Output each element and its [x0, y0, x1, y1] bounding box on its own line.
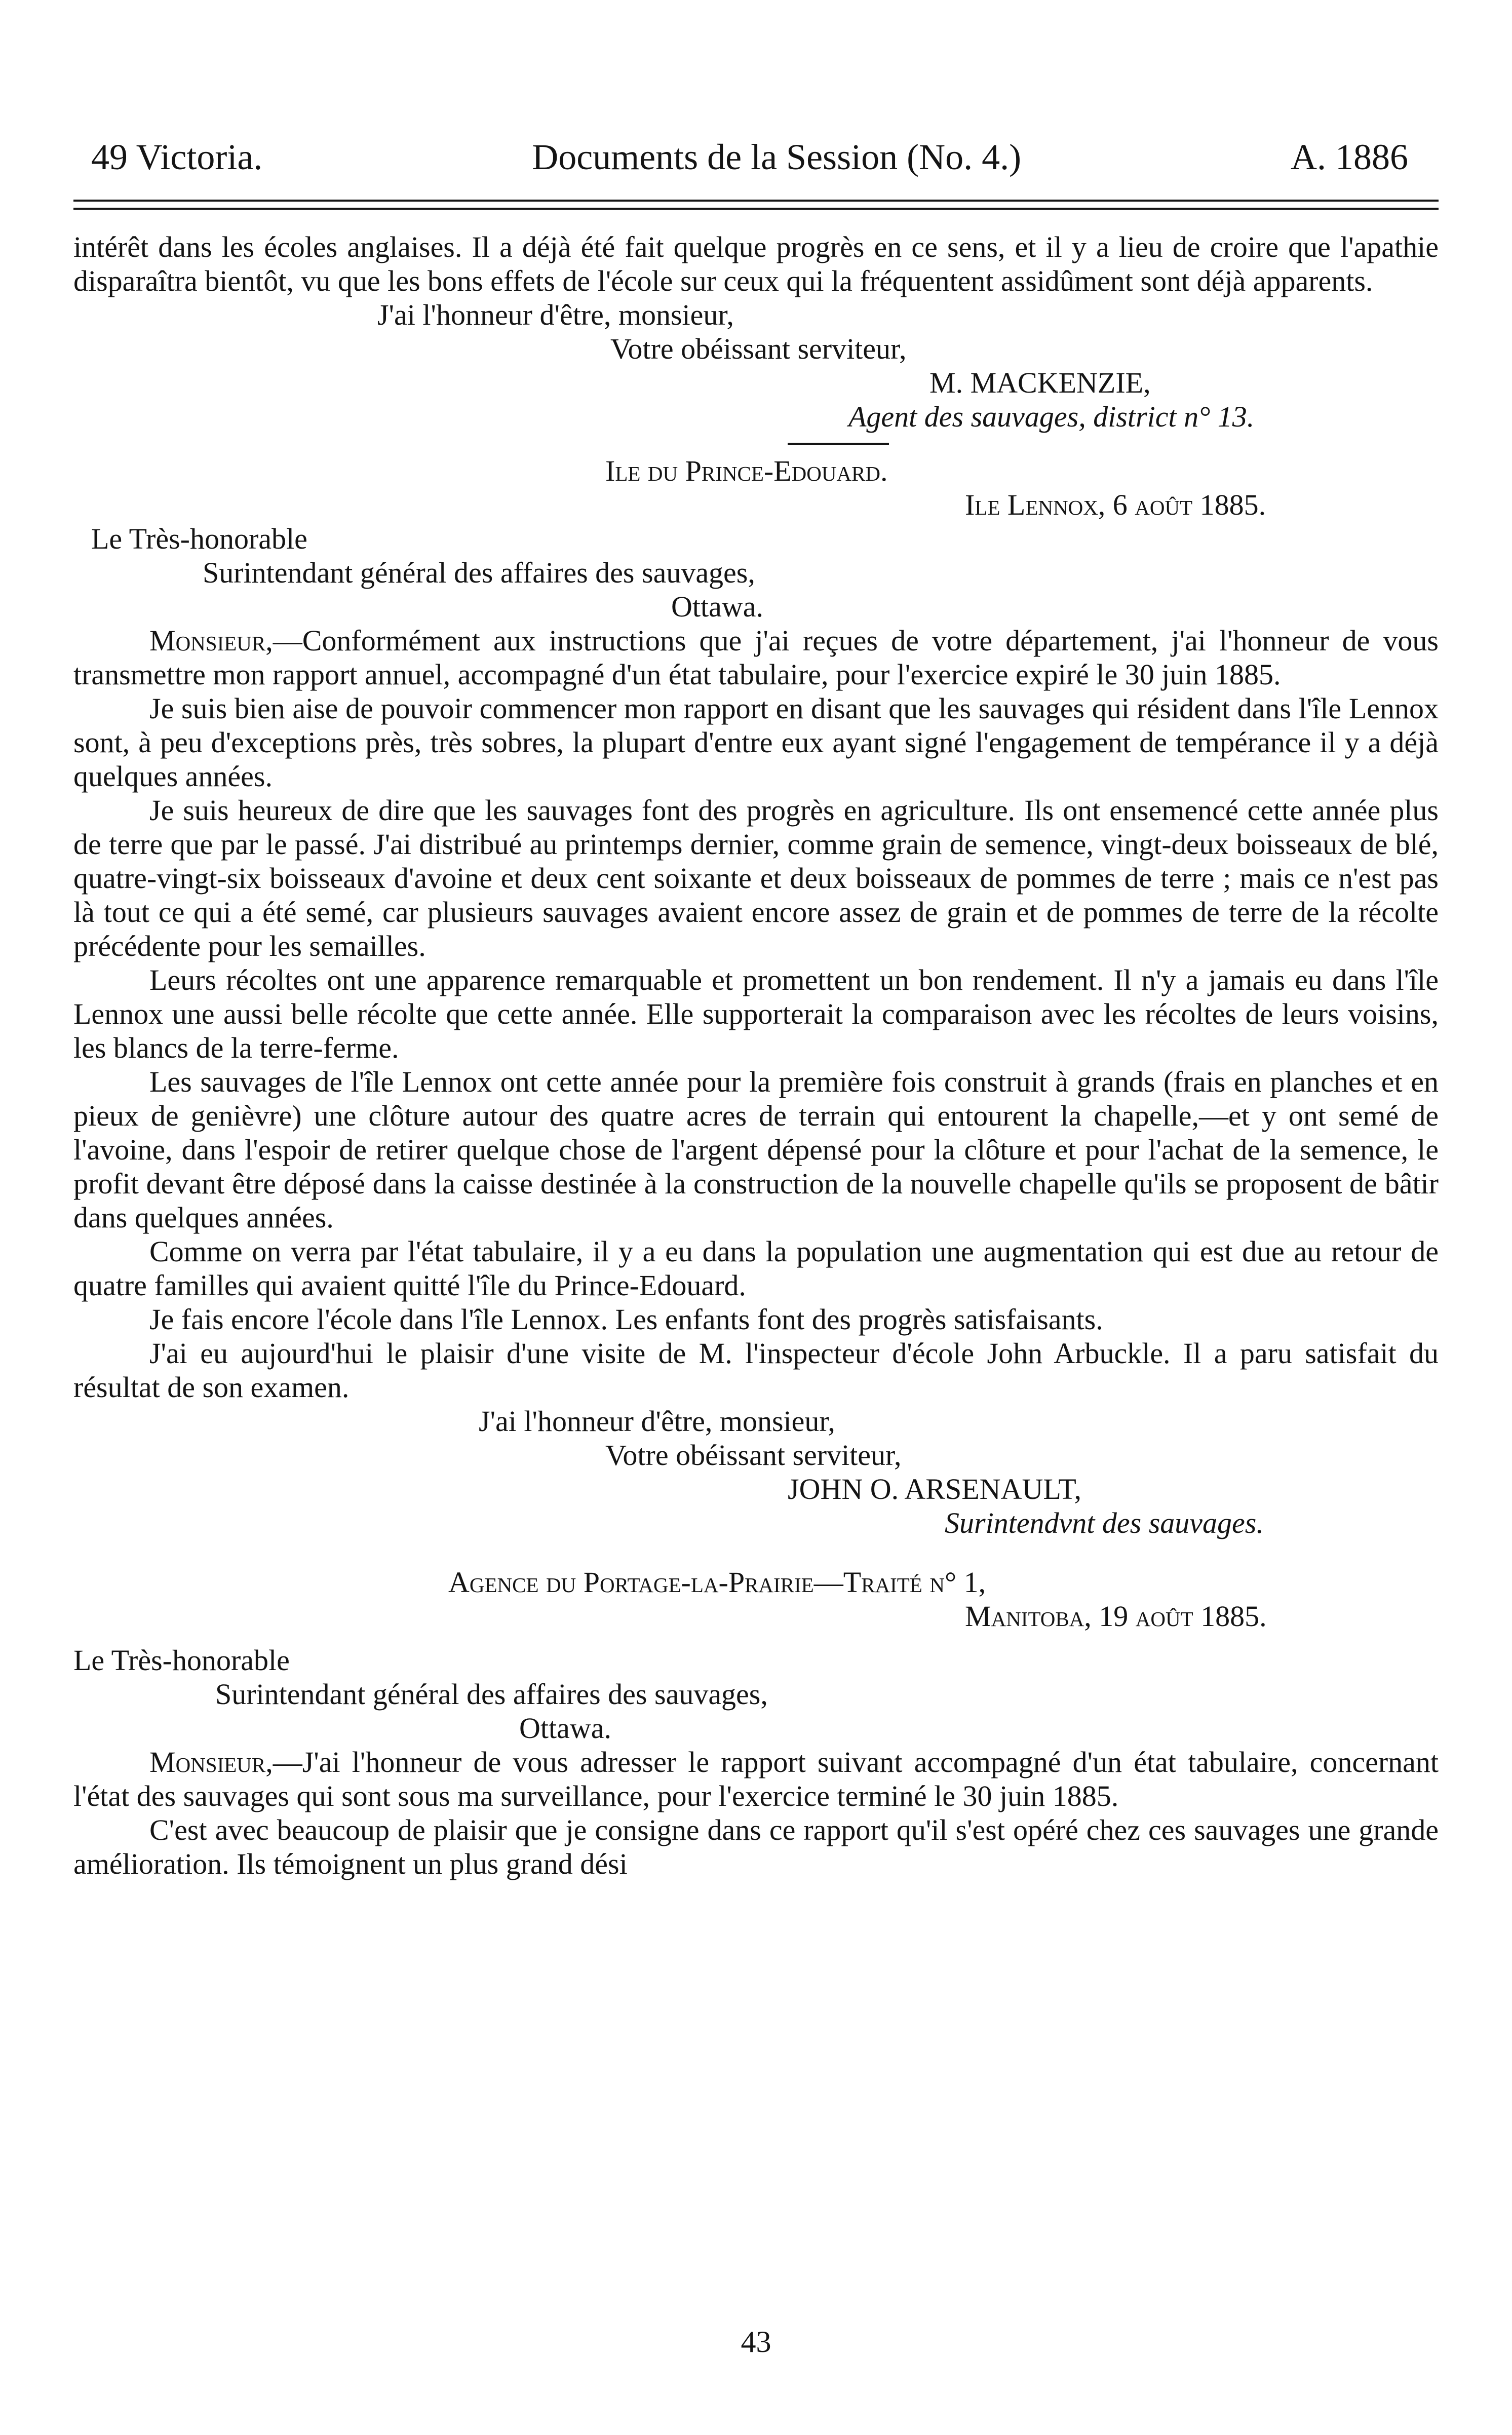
letter3-addressee1: Le Très-honorable [73, 1644, 290, 1677]
letter2-paragraph-1 [73, 624, 1439, 691]
letter2-addressee1: Le Très-honorable [91, 522, 307, 555]
letter3-addressee3: Ottawa. [519, 1712, 611, 1745]
letter3-paragraph-1-text: —J'ai l'honneur de vous adresser le rapport suivant accompagné d'un état tabulaire, concernant l'état des sauvages qui sont sous ma surveillance, pour l'exercice terminé le 30 juin 1885. [73, 1746, 1439, 1812]
letter2-paragraph-7: Je fais encore l'école dans l'île Lennox. Les enfants font des progrès satisfaisants. [149, 1303, 1103, 1336]
letter1-paragraph: intérêt dans les écoles anglaises. Il a déjà été fait quelque progrès en ce sens, et il y a lieu de croire que l'apathie disparaîtra bientôt, vu que les bons effets de l'école sur ceux qui la fréquentent assidûment sont déjà apparents. [73, 230, 1439, 297]
letter1-closing2: Votre obéissant serviteur, [610, 332, 907, 365]
header-rule [73, 200, 1439, 202]
letter3-addressee2: Surintendant général des affaires des sauvages, [215, 1678, 768, 1711]
section-divider [788, 443, 889, 445]
letter2-salutation: Monsieur, [149, 624, 273, 657]
letter2-paragraph-5: Les sauvages de l'île Lennox ont cette année pour la première fois construit à grands (frais en planches et en pieux de genièvre) une clôture autour des quatre acres de terrain qui entourent la chapelle,—et y ont semé de l'avoine, dans l'espoir de retirer quelque chose de l'argent dépensé pour la clôture et pour l'achat de la semence, le profit devant être déposé dans la caisse destinée à la construction de la nouvelle chapelle qu'ils se proposent de bâtir dans quelques années. [73, 1065, 1439, 1234]
letter2-paragraph-3: Je suis heureux de dire que les sauvages font des progrès en agriculture. Ils ont ensemencé cette année plus de terre que par le passé. J'ai distribué au printemps dernier, comme grain de semence, vingt-deux boisseaux de blé, quatre-vingt-six boisseaux d'avoine et deux cent soixante et deux boisseaux de pommes de terre ; mais ce n'est pas là tout ce qui a été semé, car plusieurs sauvages avaient encore assez de grain et de pommes de terre de la récolte précédente pour les semailles. [73, 794, 1439, 962]
page-number: 43 [741, 2325, 771, 2359]
letter2-signature: JOHN O. ARSENAULT, [788, 1473, 1082, 1505]
header-left: 49 Victoria. [91, 137, 263, 177]
letter2-title: Surintendvnt des sauvages. [945, 1506, 1264, 1539]
letter3-salutation: Monsieur, [149, 1746, 273, 1779]
letter2-section-heading: Ile du Prince-Edouard. [605, 454, 888, 487]
letter2-addressee2: Surintendant général des affaires des sauvages, [203, 556, 755, 589]
letter2-paragraph-4: Leurs récoltes ont une apparence remarquable et promettent un bon rendement. Il n'y a jamais eu dans l'île Lennox une aussi belle récolte que cette année. Elle supporterait la comparaison avec les récoltes de leurs voisins, les blancs de la terre-ferme. [73, 963, 1439, 1064]
letter2-place-date: Ile Lennox, 6 août 1885. [965, 488, 1266, 521]
letter2-paragraph-8: J'ai eu aujourd'hui le plaisir d'une visite de M. l'inspecteur d'école John Arbuckle. Il a paru satisfait du résultat de son examen. [73, 1337, 1439, 1404]
header-center: Documents de la Session (No. 4.) [532, 137, 1022, 177]
letter3-heading: Agence du Portage-la-Prairie—Traité n° 1, [448, 1566, 986, 1599]
letter2-closing1: J'ai l'honneur d'être, monsieur, [479, 1405, 835, 1438]
letter1-title: Agent des sauvages, district n° 13. [848, 400, 1255, 433]
header-right: A. 1886 [1290, 137, 1408, 177]
letter1-closing1: J'ai l'honneur d'être, monsieur, [377, 298, 734, 331]
letter1-signature: M. MACKENZIE, [929, 366, 1151, 399]
page-header [73, 137, 1439, 177]
letter2-addressee3: Ottawa. [671, 590, 763, 623]
letter2-paragraph-2: Je suis bien aise de pouvoir commencer mon rapport en disant que les sauvages qui résident dans l'île Lennox sont, à peu d'exceptions près, très sobres, la plupart d'entre eux ayant signé l'engagement de tempérance il y a déjà quelques années. [73, 692, 1439, 793]
letter3-paragraph-1 [73, 1745, 1439, 1813]
letter3-place-date: Manitoba, 19 août 1885. [965, 1600, 1267, 1633]
letter2-paragraph-6: Comme on verra par l'état tabulaire, il y a eu dans la population une augmentation qui est due au retour de quatre familles qui avaient quitté l'île du Prince-Edouard. [73, 1235, 1439, 1302]
header-rule-second [73, 208, 1439, 210]
letter2-closing2: Votre obéissant serviteur, [605, 1439, 902, 1472]
letter3-paragraph-2: C'est avec beaucoup de plaisir que je consigne dans ce rapport qu'il s'est opéré chez ces sauvages une grande amélioration. Ils témoignent un plus grand dési [73, 1813, 1439, 1880]
letter2-paragraph-1-text: —Conformément aux instructions que j'ai reçues de votre département, j'ai l'honneur de vous transmettre mon rapport annuel, accompagné d'un état tabulaire, pour l'exercice expiré le 30 juin 1885. [73, 624, 1439, 691]
